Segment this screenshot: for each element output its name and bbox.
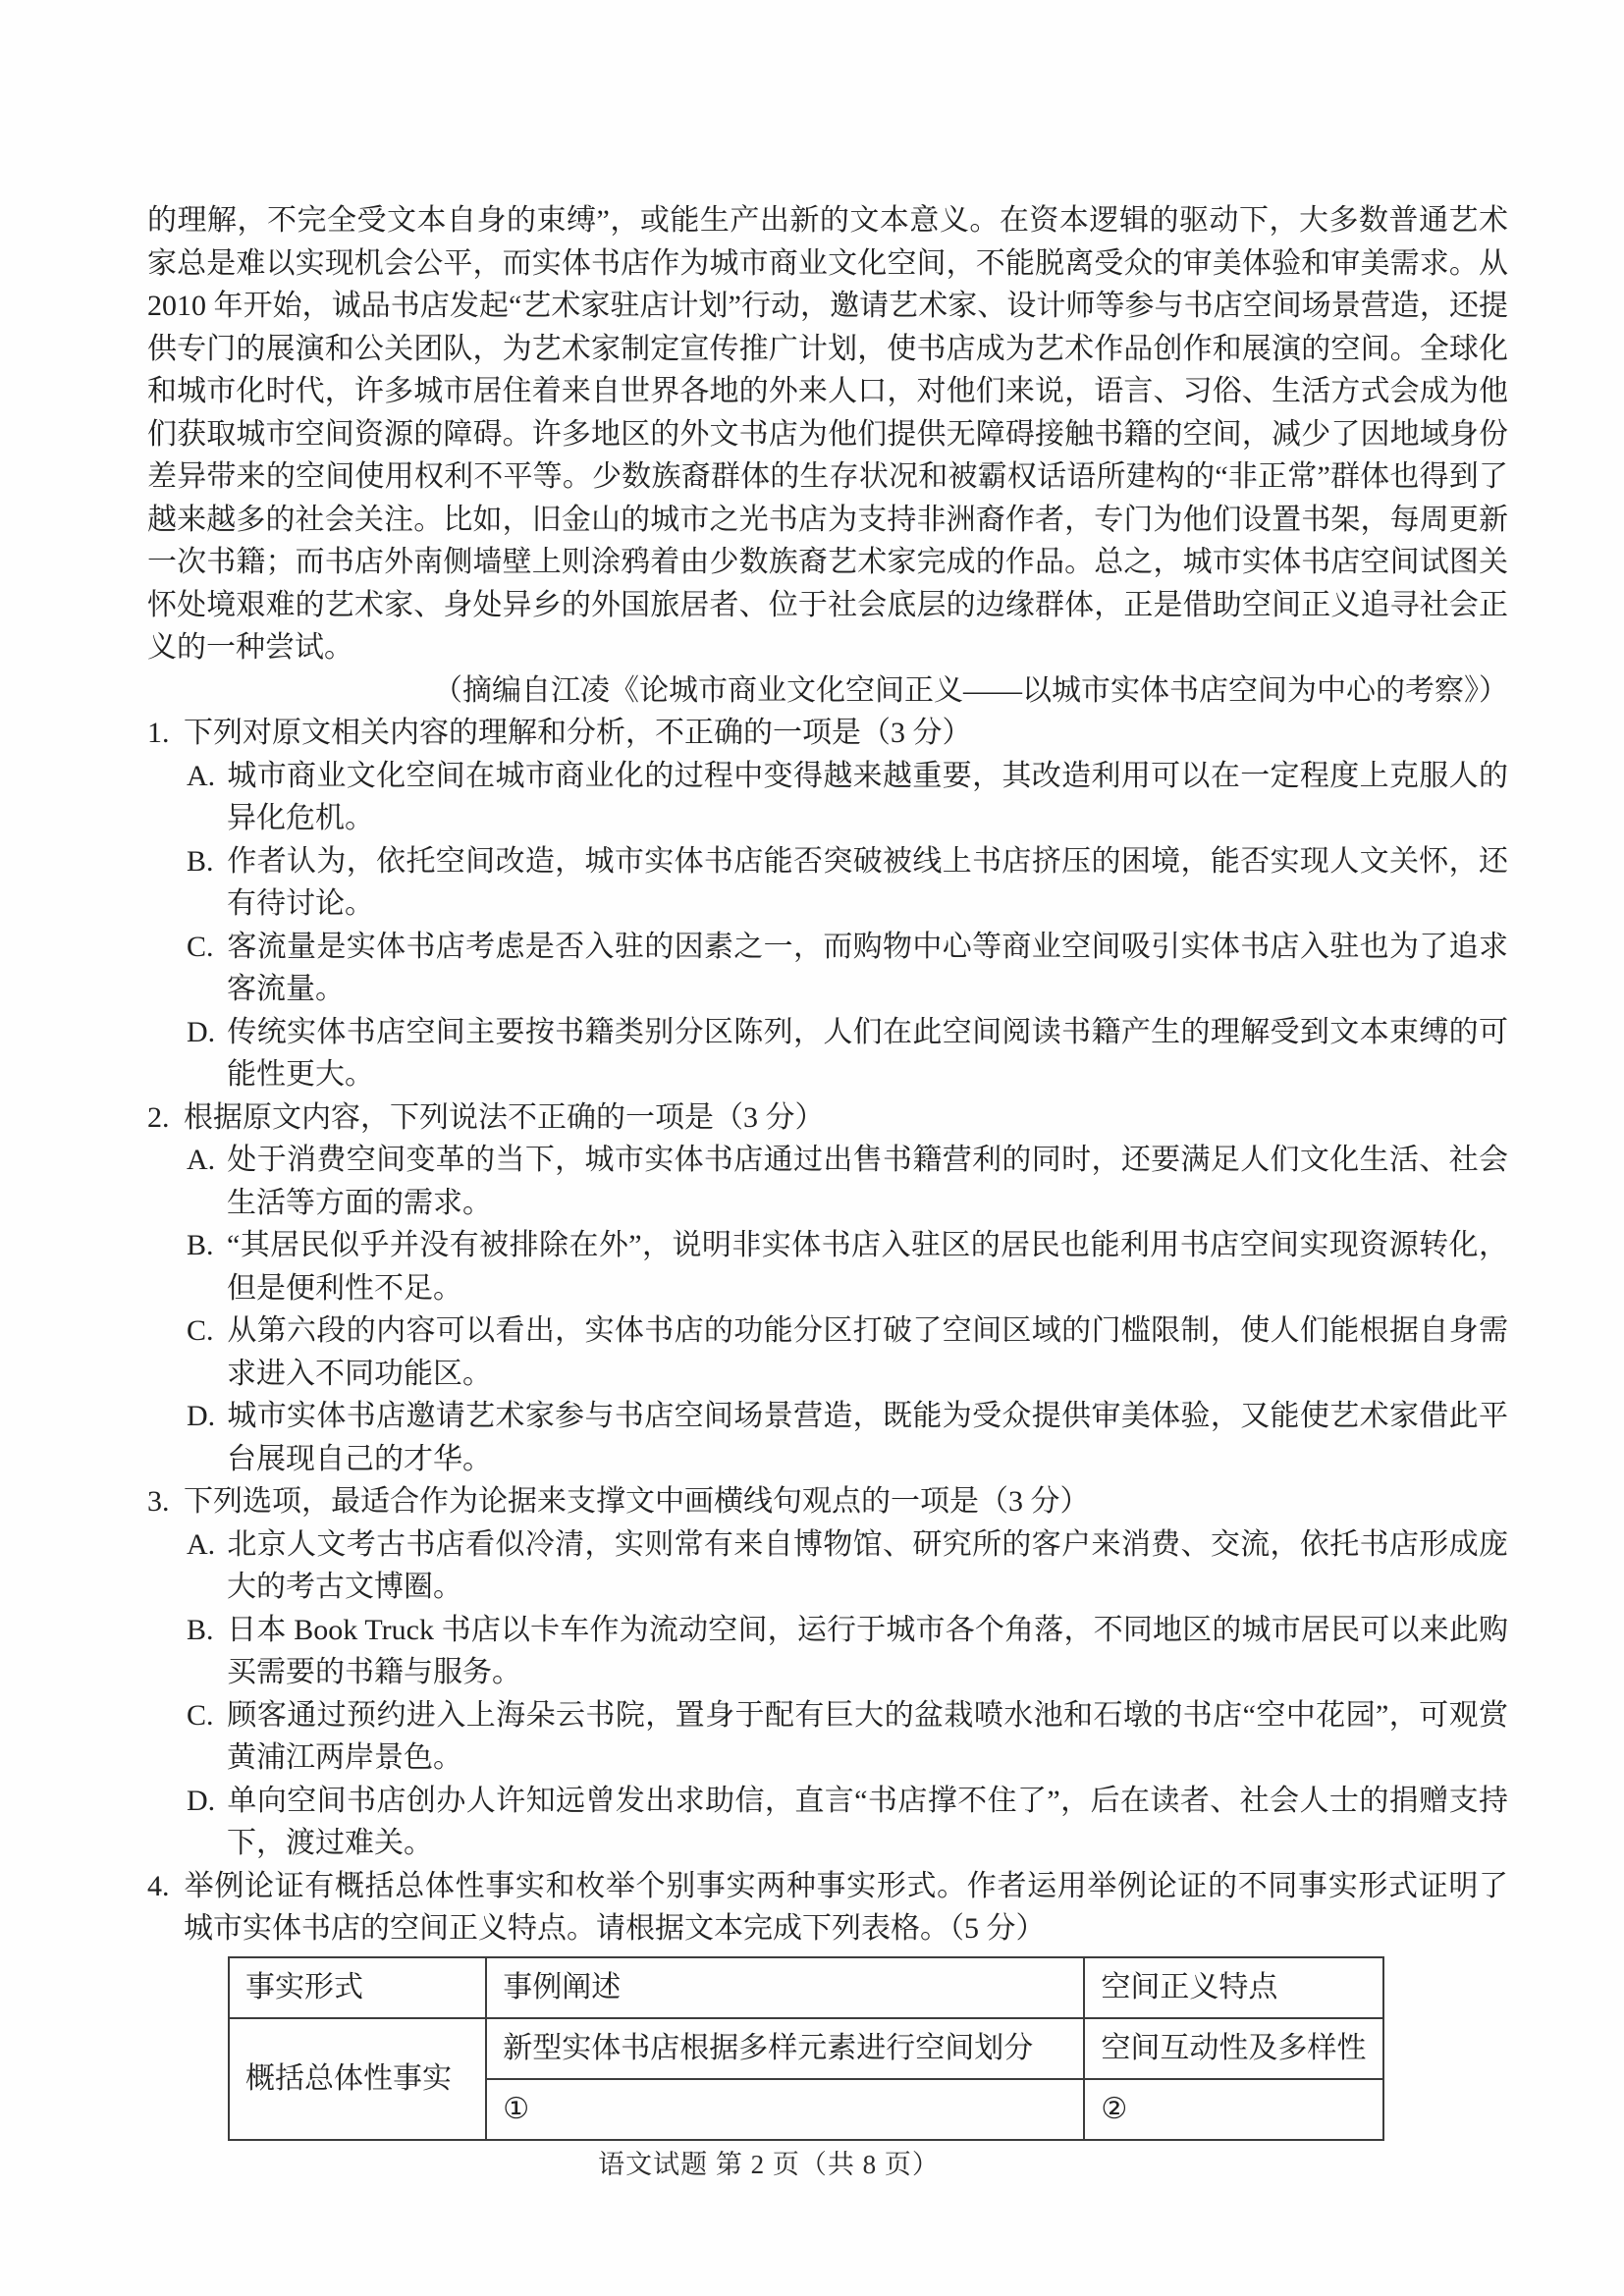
table-cell-feature-1: 空间互动性及多样性 (1084, 2018, 1383, 2079)
option-a-label: A. (187, 1527, 216, 1561)
question-2 (147, 1096, 1508, 1481)
option-c-label: C. (187, 930, 214, 963)
option-a-text: 处于消费空间变革的当下，城市实体书店通过出售书籍营利的同时，还要满足人们文化生活、社会生活等方面的需求。 (227, 1144, 1508, 1219)
question-1-option-a (187, 755, 1508, 840)
option-a-label: A. (187, 759, 216, 792)
question-2-stem (147, 1096, 1508, 1140)
table-header-row (229, 1957, 1383, 2018)
question-1-stem (147, 712, 1508, 755)
question-2-option-d (187, 1395, 1508, 1480)
question-3 (147, 1480, 1508, 1865)
question-3-option-a (187, 1523, 1508, 1609)
page-footer: 语文试题 第 2 页（共 8 页） (598, 2150, 940, 2179)
option-b-text: 作者认为，依托空间改造，城市实体书店能否突破被线上书店挤压的困境，能否实现人文关怀，还有待讨论。 (227, 844, 1508, 920)
option-c-label: C. (187, 1314, 214, 1347)
option-d-label: D. (187, 1784, 216, 1817)
option-a-label: A. (187, 1144, 216, 1176)
table-header-justice-feature: 空间正义特点 (1084, 1957, 1383, 2018)
question-2-option-c (187, 1309, 1508, 1395)
option-d-label: D. (187, 1400, 216, 1432)
option-c-text: 顾客通过预约进入上海朵云书院，置身于配有巨大的盆栽喷水池和石墩的书店“空中花园”，可观赏黄浦江两岸景色。 (227, 1698, 1508, 1774)
table-header-fact-form: 事实形式 (229, 1957, 486, 2018)
option-d-label: D. (187, 1015, 216, 1048)
question-1-number: 1. (147, 717, 170, 749)
question-2-option-b (187, 1224, 1508, 1309)
question-4-table (228, 1956, 1384, 2141)
passage-attribution: （摘编自江凌《论城市商业文化空间正义——以城市实体书店空间为中心的考察》） (433, 673, 1508, 707)
option-d-text: 城市实体书店邀请艺术家参与书店空间场景营造，既能为受众提供审美体验，又能使艺术家借此平台展现自己的才华。 (227, 1400, 1508, 1475)
question-4-number: 4. (147, 1869, 170, 1902)
option-c-label: C. (187, 1698, 214, 1732)
option-a-text: 城市商业文化空间在城市商业化的过程中变得越来越重要，其改造利用可以在一定程度上克服人的异化危机。 (227, 759, 1508, 834)
question-3-number: 3. (147, 1485, 170, 1518)
option-a-text: 北京人文考古书店看似冷清，实则常有来自博物馆、研究所的客户来消费、交流，依托书店形成庞大的考古文博圈。 (227, 1527, 1508, 1603)
question-3-stem (147, 1480, 1508, 1523)
table-cell-case-1: 新型实体书店根据多样元素进行空间划分 (486, 2018, 1084, 2079)
question-3-option-d (187, 1780, 1508, 1865)
option-c-text: 客流量是实体书店考虑是否入驻的因素之一，而购物中心等商业空间吸引实体书店入驻也为了追求客流量。 (227, 930, 1508, 1005)
question-1-option-c (187, 926, 1508, 1011)
question-2-stem-text: 根据原文内容，下列说法不正确的一项是（3 分） (184, 1100, 825, 1134)
question-1-stem-text: 下列对原文相关内容的理解和分析，不正确的一项是（3 分） (184, 717, 972, 749)
question-3-option-b (187, 1609, 1508, 1694)
option-d-text: 传统实体书店空间主要按书籍类别分区陈列，人们在此空间阅读书籍产生的理解受到文本束缚的可能性更大。 (227, 1015, 1508, 1091)
table-cell-case-2: ① (486, 2079, 1084, 2140)
question-1-option-b (187, 840, 1508, 926)
option-b-label: B. (187, 844, 214, 878)
passage-paragraph: 的理解，不完全受文本自身的束缚”，或能生产出新的文本意义。在资本逻辑的驱动下，大多数普通艺术家总是难以实现机会公平，而实体书店作为城市商业文化空间，不能脱离受众的审美体验和审美需求。从 2010 年开始，诚品书店发起“艺术家驻店计划”行动，邀请艺术家、设计师等参与书店空间场景营造，还提供专门的展演和公关团队，为艺术家制定宣传推广计划，使书店成为艺术作品创作和展演的空间。全球化和城市化时代，许多城市居住着来自世界各地的外来人口，对他们来说，语言、习俗、生活方式会成为他们获取城市空间资源的障碍。许多地区的外文书店为他们提供无障碍接触书籍的空间，减少了因地域身份差异带来的空间使用权利不平等。少数族裔群体的生存状况和被霸权话语所建构的“非正常”群体也得到了越来越多的社会关注。比如，旧金山的城市之光书店为支持非洲裔作者，专门为他们设置书架，每周更新一次书籍；而书店外南侧墙壁上则涂鸦着由少数族裔艺术家完成的作品。总之，城市实体书店空间试图关怀处境艰难的艺术家、身处异乡的外国旅居者、位于社会底层的边缘群体，正是借助空间正义追寻社会正义的一种尝试。 (147, 204, 1508, 664)
option-b-label: B. (187, 1613, 214, 1646)
table-row-group-label: 概括总体性事实 (229, 2018, 486, 2140)
page-content (147, 199, 1508, 2141)
reading-passage (147, 199, 1508, 712)
table-row (229, 2018, 1383, 2079)
question-4 (147, 1865, 1508, 2141)
question-2-option-a (187, 1139, 1508, 1224)
question-1 (147, 712, 1508, 1096)
question-2-number: 2. (147, 1100, 170, 1134)
option-c-text: 从第六段的内容可以看出，实体书店的功能分区打破了空间区域的门槛限制，使人们能根据自身需求进入不同功能区。 (227, 1314, 1508, 1390)
option-d-text: 单向空间书店创办人许知远曾发出求助信，直言“书店撑不住了”，后在读者、社会人士的捐赠支持下，渡过难关。 (227, 1784, 1508, 1859)
option-b-text: 日本 Book Truck 书店以卡车作为流动空间，运行于城市各个角落，不同地区的城市居民可以来此购买需要的书籍与服务。 (227, 1613, 1508, 1688)
question-4-stem-text: 举例论证有概括总体性事实和枚举个别事实两种事实形式。作者运用举例论证的不同事实形式证明了城市实体书店的空间正义特点。请根据文本完成下列表格。（5 分） (184, 1869, 1508, 1945)
question-3-stem-text: 下列选项，最适合作为论据来支撑文中画横线句观点的一项是（3 分） (184, 1485, 1090, 1518)
table-header-case-description: 事例阐述 (486, 1957, 1084, 2018)
table-cell-feature-2: ② (1084, 2079, 1383, 2140)
option-b-text: “其居民似乎并没有被排除在外”，说明非实体书店入驻区的居民也能利用书店空间实现资源转化，但是便利性不足。 (227, 1229, 1508, 1305)
question-3-option-c (187, 1694, 1508, 1780)
option-b-label: B. (187, 1229, 214, 1261)
question-4-stem (147, 1865, 1508, 1950)
question-1-option-d (187, 1011, 1508, 1096)
